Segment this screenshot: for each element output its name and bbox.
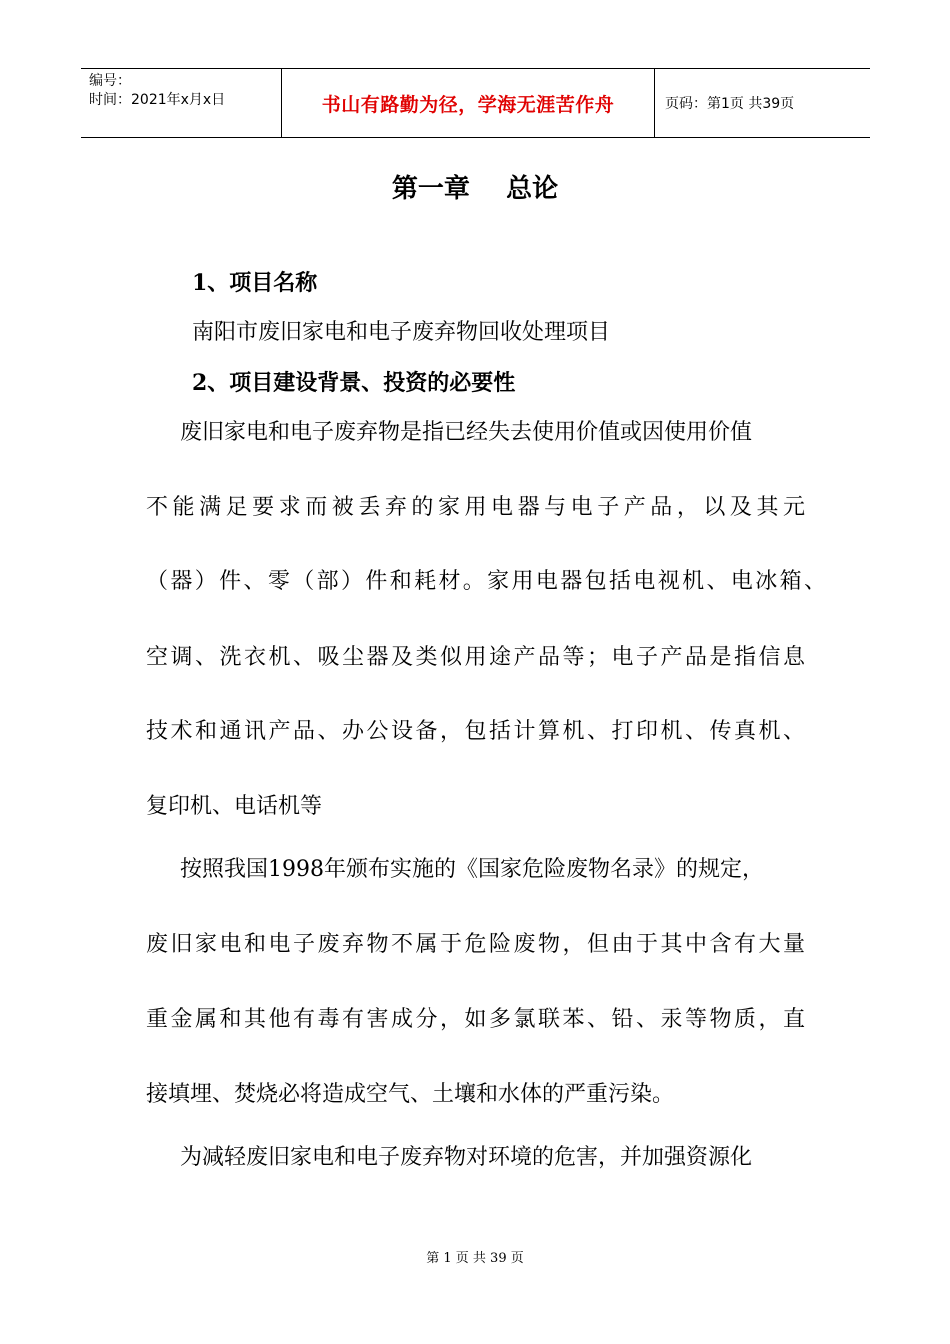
paragraph-line: 复印机、电话机等 <box>146 794 323 819</box>
chapter-title: 第一章 总论 <box>391 174 559 204</box>
section1-body: 南阳市废旧家电和电子废弃物回收处理项目 <box>192 320 611 345</box>
page-footer: 第 1 页 共 39 页 <box>426 1251 524 1266</box>
header-motto: 书山有路勤为径，学海无涯苦作舟 <box>282 69 655 137</box>
paragraph-line: 按照我国1998年颁布实施的《国家危险废物名录》的规定， <box>180 857 764 882</box>
document-time-label: 时间：2021年x月x日 <box>89 92 226 108</box>
paragraph-line: 技术和通讯产品、办公设备，包括计算机、打印机、传真机、 <box>146 719 805 744</box>
paragraph-line: 空调、洗衣机、吸尘器及类似用途产品等；电子产品是指信息 <box>146 645 805 670</box>
paragraph-line: 接填埋、焚烧必将造成空气、土壤和水体的严重污染。 <box>146 1082 675 1107</box>
section1-heading: 1、项目名称 <box>192 270 318 296</box>
header-left-cell <box>81 69 282 137</box>
paragraph-line: 为减轻废旧家电和电子废弃物对环境的危害，并加强资源化 <box>180 1145 753 1170</box>
section2-heading: 2、项目建设背景、投资的必要性 <box>192 370 516 396</box>
paragraph-line: 废旧家电和电子废弃物不属于危险废物，但由于其中含有大量 <box>146 932 805 957</box>
paragraph-line: 废旧家电和电子废弃物是指已经失去使用价值或因使用价值 <box>180 420 753 445</box>
header-page-info: 页码：第1页 共39页 <box>665 96 795 112</box>
document-header-table <box>81 68 870 138</box>
paragraph-line: （器）件、零（部）件和耗材。家用电器包括电视机、电冰箱、 <box>146 569 826 594</box>
paragraph-line: 重金属和其他有毒有害成分，如多氯联苯、铅、汞等物质，直 <box>146 1007 805 1032</box>
paragraph-line: 不能满足要求而被丢弃的家用电器与电子产品，以及其元 <box>146 495 805 520</box>
document-number-label: 编号： <box>89 73 131 89</box>
